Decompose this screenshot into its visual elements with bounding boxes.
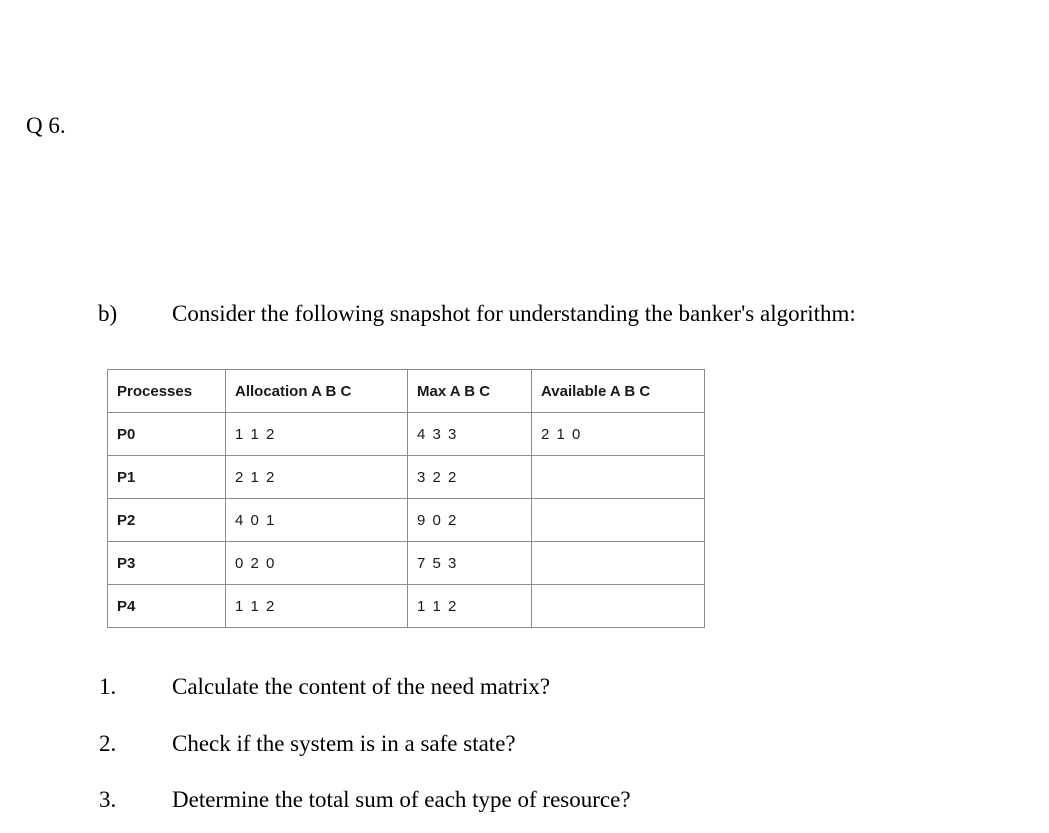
process-name: P3	[108, 542, 226, 585]
header-processes: Processes	[108, 370, 226, 413]
available-value	[532, 499, 705, 542]
max-value: 9 0 2	[408, 499, 532, 542]
allocation-value: 1 1 2	[226, 585, 408, 628]
question-item-number: 3.	[99, 787, 117, 812]
header-max: Max A B C	[408, 370, 532, 413]
table-row	[108, 413, 705, 456]
table-row	[108, 585, 705, 628]
header-allocation: Allocation A B C	[226, 370, 408, 413]
process-name: P0	[108, 413, 226, 456]
header-available: Available A B C	[532, 370, 705, 413]
max-value: 1 1 2	[408, 585, 532, 628]
available-value	[532, 456, 705, 499]
allocation-value: 2 1 2	[226, 456, 408, 499]
part-description: Consider the following snapshot for understanding the banker's algorithm:	[172, 301, 856, 326]
bankers-snapshot-table	[107, 369, 705, 628]
question-item-text: Calculate the content of the need matrix?	[172, 674, 551, 699]
max-value: 7 5 3	[408, 542, 532, 585]
question-item-text: Check if the system is in a safe state?	[172, 731, 516, 756]
table-row	[108, 499, 705, 542]
part-label: b)	[98, 301, 118, 326]
process-name: P4	[108, 585, 226, 628]
available-value	[532, 542, 705, 585]
allocation-value: 4 0 1	[226, 499, 408, 542]
process-name: P1	[108, 456, 226, 499]
available-value: 2 1 0	[532, 413, 705, 456]
allocation-value: 0 2 0	[226, 542, 408, 585]
available-value	[532, 585, 705, 628]
question-number: Q 6.	[26, 113, 66, 138]
max-value: 4 3 3	[408, 413, 532, 456]
process-name: P2	[108, 499, 226, 542]
question-item-number: 1.	[99, 674, 117, 699]
question-item-number: 2.	[99, 731, 117, 756]
table-row	[108, 456, 705, 499]
allocation-value: 1 1 2	[226, 413, 408, 456]
table-row	[108, 542, 705, 585]
question-item-text: Determine the total sum of each type of resource?	[172, 787, 631, 812]
table-header-row	[108, 370, 705, 413]
max-value: 3 2 2	[408, 456, 532, 499]
